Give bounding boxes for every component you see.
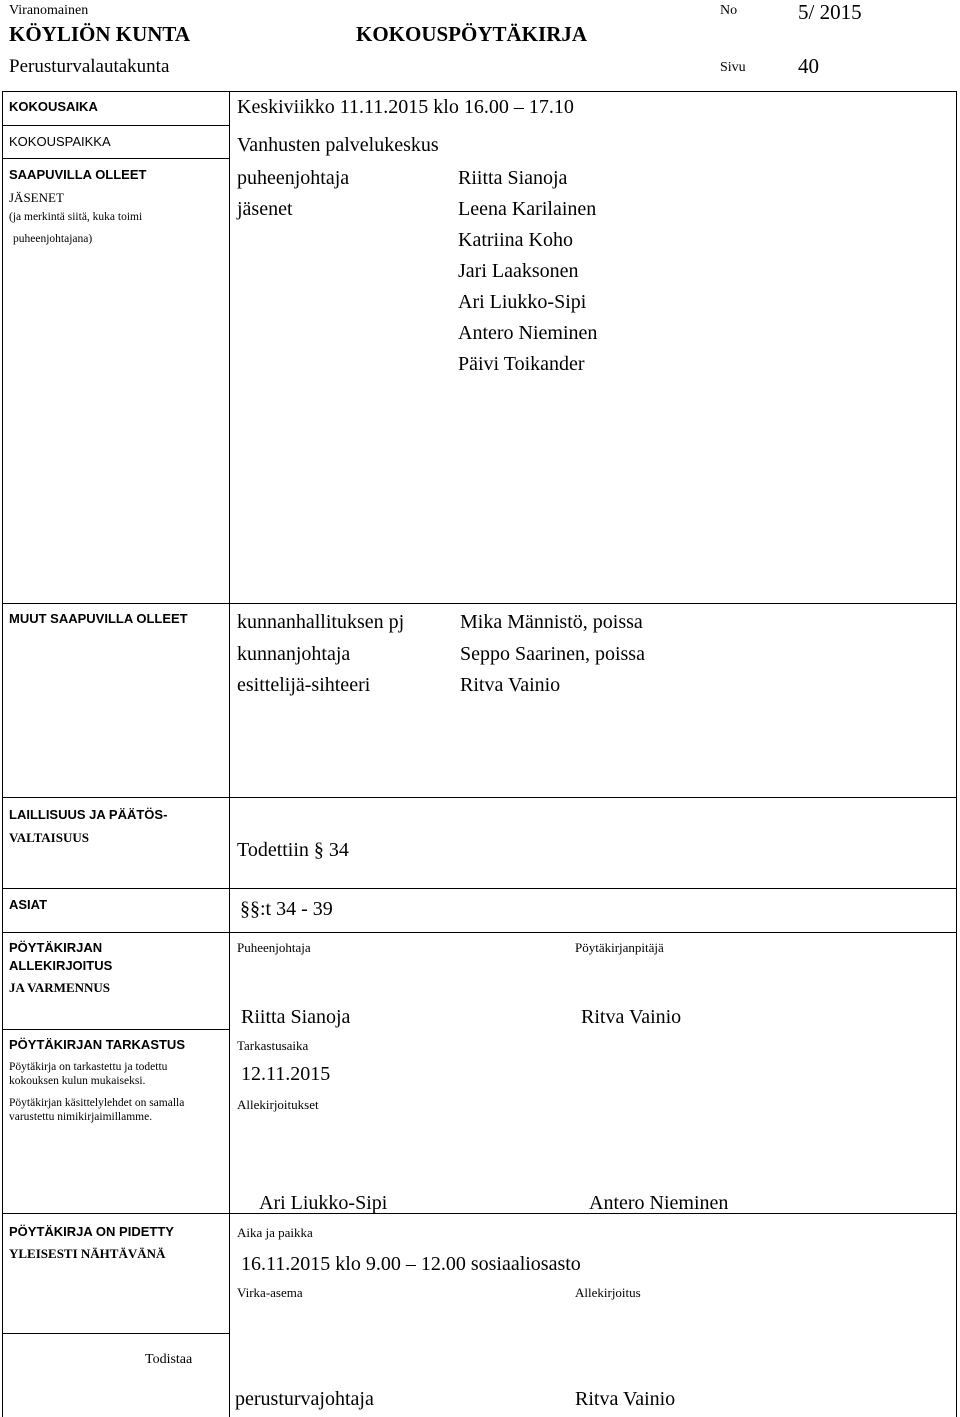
attendees-label: SAAPUVILLA OLLEET: [9, 167, 147, 182]
public-place-caption: Aika ja paikka: [237, 1225, 313, 1240]
chair-signature-name: Riitta Sianoja: [241, 1006, 351, 1028]
attendee-name: Ari Liukko-Sipi: [458, 291, 587, 313]
attendee-name: Riitta Sianoja: [458, 167, 568, 189]
page-label: Sivu: [720, 60, 746, 75]
attendee-name: Antero Nieminen: [458, 322, 598, 344]
meeting-time-value: Keskiviikko 11.11.2015 klo 16.00 – 17.10: [237, 96, 574, 118]
public-place-value: 16.11.2015 klo 9.00 – 12.00 sosiaaliosasto: [241, 1253, 581, 1275]
chair-caption: Puheenjohtaja: [237, 940, 311, 955]
attendees-note-line2: puheenjohtajana): [13, 233, 93, 245]
attendee-name: Leena Karilainen: [458, 198, 597, 220]
secretary-caption: Pöytäkirjanpitäjä: [575, 940, 664, 955]
public-label: PÖYTÄKIRJA ON PIDETTY: [9, 1224, 174, 1239]
review-time-caption: Tarkastusaika: [237, 1038, 309, 1053]
public-label-line2: YLEISESTI NÄHTÄVÄNÄ: [9, 1246, 166, 1261]
reviewer-name: Antero Nieminen: [589, 1192, 729, 1214]
board-name: Perusturvalautakunta: [9, 56, 170, 77]
review-signatures-caption: Allekirjoitukset: [237, 1097, 319, 1112]
attendees-note-line1: (ja merkintä siitä, kuka toimi: [9, 211, 143, 223]
signing-label-line2: ALLEKIRJOITUS: [9, 958, 113, 973]
other-role: kunnanhallituksen pj: [237, 611, 405, 633]
no-label: No: [720, 3, 738, 18]
other-name: Mika Männistö, poissa: [460, 611, 643, 633]
organ-label: Viranomainen: [9, 3, 89, 18]
certify-label: Todistaa: [145, 1352, 193, 1367]
signer-name: Ritva Vainio: [575, 1388, 676, 1410]
position-value: perusturvajohtaja: [235, 1388, 374, 1410]
items-label: ASIAT: [9, 897, 48, 912]
legality-label-line2: VALTAISUUS: [9, 830, 89, 845]
signing-label: PÖYTÄKIRJAN: [9, 940, 103, 955]
position-caption: Virka-asema: [237, 1285, 303, 1300]
municipality-name: KÖYLIÖN KUNTA: [9, 22, 191, 46]
review-note: varustettu nimikirjaimillamme.: [9, 1111, 153, 1123]
review-label: PÖYTÄKIRJAN TARKASTUS: [9, 1037, 185, 1052]
signature-caption: Allekirjoitus: [575, 1285, 641, 1300]
review-time-value: 12.11.2015: [241, 1063, 331, 1085]
meeting-place-value: Vanhusten palvelukeskus: [237, 134, 439, 156]
other-name: Seppo Saarinen, poissa: [460, 643, 645, 665]
review-note: Pöytäkirjan käsittelylehdet on samalla: [9, 1097, 185, 1109]
reviewer-name: Ari Liukko-Sipi: [259, 1192, 388, 1214]
review-note: kokouksen kulun mukaiseksi.: [9, 1075, 146, 1087]
role-members: jäsenet: [237, 198, 293, 220]
meeting-time-label: KOKOUSAIKA: [9, 99, 98, 114]
other-role: esittelijä-sihteeri: [237, 674, 371, 696]
attendee-name: Katriina Koho: [458, 229, 573, 251]
page-value: 40: [798, 54, 819, 78]
meeting-place-label: KOKOUSPAIKKA: [9, 134, 111, 149]
others-label: MUUT SAAPUVILLA OLLEET: [9, 611, 188, 626]
items-value: §§:t 34 - 39: [240, 898, 333, 920]
attendee-name: Jari Laaksonen: [458, 260, 579, 282]
legality-value: Todettiin § 34: [237, 839, 349, 861]
review-note: Pöytäkirja on tarkastettu ja todettu: [9, 1061, 168, 1073]
no-value: 5/ 2015: [798, 0, 862, 24]
signing-label-line3: JA VARMENNUS: [9, 980, 111, 995]
document-type: KOKOUSPÖYTÄKIRJA: [356, 22, 588, 46]
role-chair: puheenjohtaja: [237, 167, 350, 189]
other-name: Ritva Vainio: [460, 674, 561, 696]
attendees-label-members: JÄSENET: [9, 190, 64, 205]
legality-label: LAILLISUUS JA PÄÄTÖS-: [9, 807, 168, 822]
attendee-name: Päivi Toikander: [458, 353, 585, 375]
secretary-signature-name: Ritva Vainio: [581, 1006, 682, 1028]
other-role: kunnanjohtaja: [237, 643, 351, 665]
